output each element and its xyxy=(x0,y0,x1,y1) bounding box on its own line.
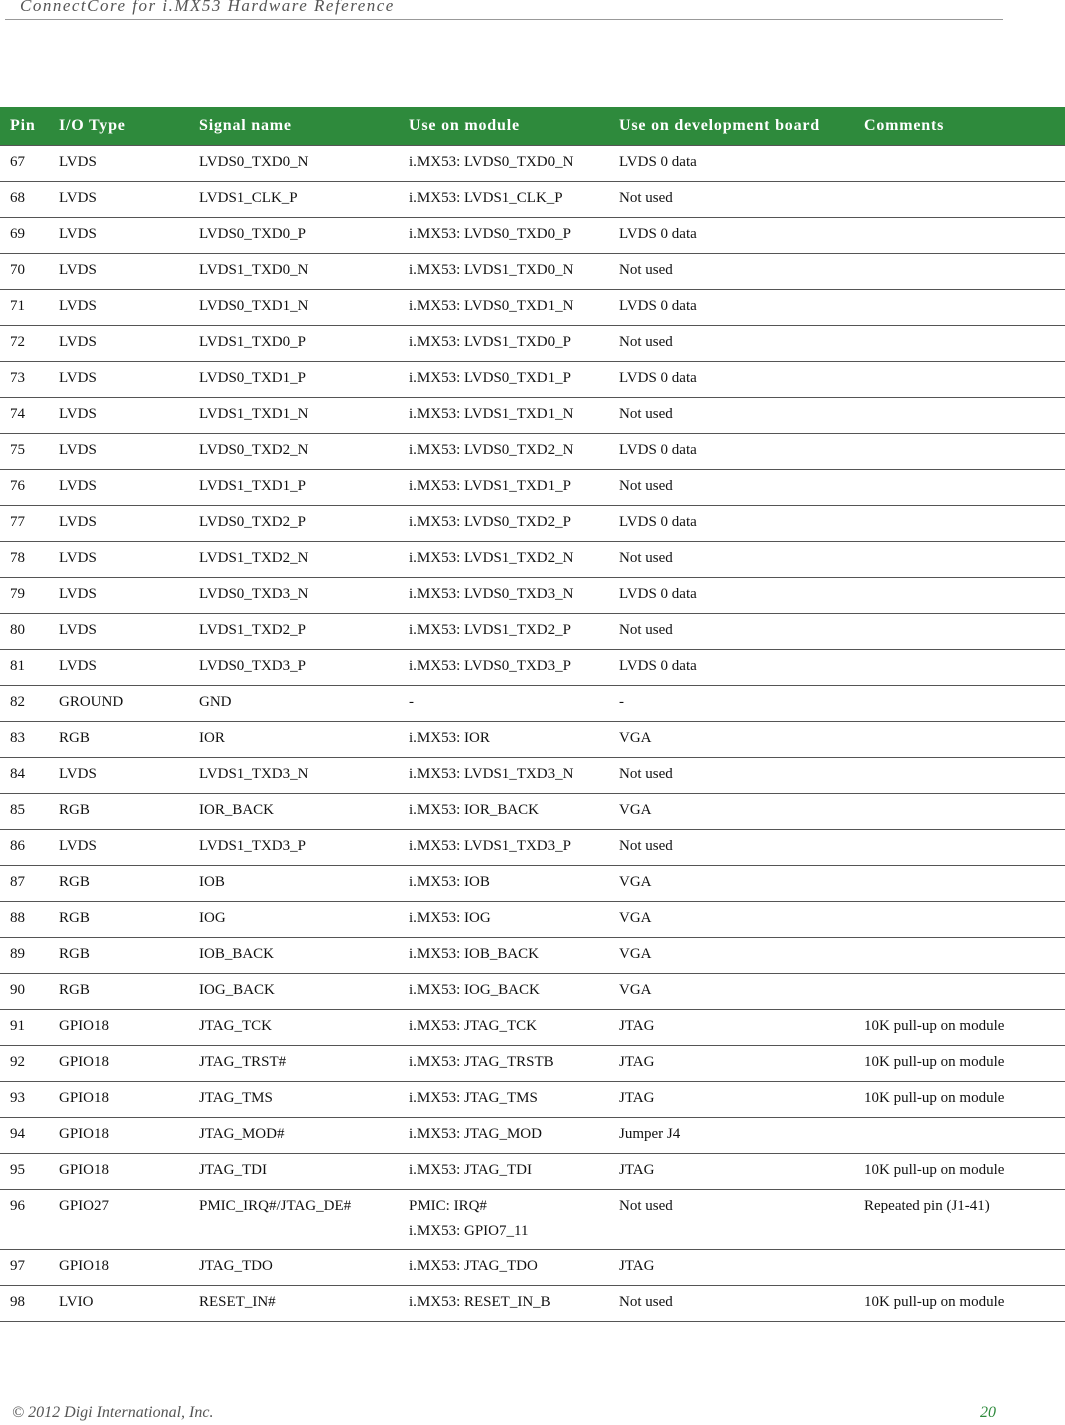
cell-pin: 69 xyxy=(0,218,49,254)
cell-use-on-dev-board: Jumper J4 xyxy=(609,1118,854,1154)
cell-use-on-dev-board: JTAG xyxy=(609,1082,854,1118)
table-row xyxy=(0,722,1065,758)
cell-use-on-module: i.MX53: IOR xyxy=(399,722,609,758)
cell-signal-name: LVDS0_TXD3_N xyxy=(189,578,399,614)
cell-pin: 78 xyxy=(0,542,49,578)
table-row xyxy=(0,938,1065,974)
table-row xyxy=(0,686,1065,722)
table-row xyxy=(0,182,1065,218)
cell-io-type: LVDS xyxy=(49,290,189,326)
cell-signal-name: PMIC_IRQ#/JTAG_DE# xyxy=(189,1190,399,1250)
column-header-use-on-dev-board: Use on development board xyxy=(609,107,854,146)
table-row xyxy=(0,1250,1065,1286)
cell-use-on-module: i.MX53: IOG xyxy=(399,902,609,938)
cell-io-type: LVIO xyxy=(49,1286,189,1322)
cell-pin: 85 xyxy=(0,794,49,830)
cell-use-on-dev-board: JTAG xyxy=(609,1010,854,1046)
cell-comments xyxy=(854,362,1065,398)
cell-pin: 76 xyxy=(0,470,49,506)
cell-use-on-dev-board: Not used xyxy=(609,254,854,290)
cell-use-on-dev-board: Not used xyxy=(609,830,854,866)
cell-comments xyxy=(854,1118,1065,1154)
cell-pin: 84 xyxy=(0,758,49,794)
cell-pin: 81 xyxy=(0,650,49,686)
cell-use-on-dev-board: Not used xyxy=(609,1190,854,1250)
cell-comments xyxy=(854,182,1065,218)
cell-pin: 96 xyxy=(0,1190,49,1250)
cell-pin: 93 xyxy=(0,1082,49,1118)
cell-use-on-module: i.MX53: IOB xyxy=(399,866,609,902)
cell-io-type: LVDS xyxy=(49,182,189,218)
cell-use-on-module: i.MX53: LVDS0_TXD0_N xyxy=(399,146,609,182)
table-row xyxy=(0,1082,1065,1118)
cell-pin: 71 xyxy=(0,290,49,326)
cell-comments xyxy=(854,686,1065,722)
cell-comments xyxy=(854,542,1065,578)
cell-io-type: LVDS xyxy=(49,758,189,794)
cell-use-on-module: i.MX53: LVDS1_TXD1_P xyxy=(399,470,609,506)
cell-signal-name: LVDS1_CLK_P xyxy=(189,182,399,218)
cell-signal-name: LVDS0_TXD2_P xyxy=(189,506,399,542)
table-row xyxy=(0,830,1065,866)
cell-comments: 10K pull-up on module xyxy=(854,1046,1065,1082)
cell-use-on-module: i.MX53: JTAG_TMS xyxy=(399,1082,609,1118)
cell-io-type: LVDS xyxy=(49,326,189,362)
cell-use-on-dev-board: LVDS 0 data xyxy=(609,362,854,398)
cell-pin: 95 xyxy=(0,1154,49,1190)
cell-use-on-module: i.MX53: LVDS0_TXD1_P xyxy=(399,362,609,398)
cell-use-on-dev-board: LVDS 0 data xyxy=(609,650,854,686)
cell-io-type: LVDS xyxy=(49,218,189,254)
cell-signal-name: IOB_BACK xyxy=(189,938,399,974)
cell-use-on-module: i.MX53: JTAG_TDI xyxy=(399,1154,609,1190)
cell-use-on-dev-board: JTAG xyxy=(609,1154,854,1190)
table-row xyxy=(0,434,1065,470)
cell-use-on-dev-board: - xyxy=(609,686,854,722)
cell-comments: 10K pull-up on module xyxy=(854,1082,1065,1118)
cell-use-on-dev-board: VGA xyxy=(609,902,854,938)
cell-io-type: LVDS xyxy=(49,470,189,506)
cell-use-on-module: i.MX53: LVDS0_TXD0_P xyxy=(399,218,609,254)
table-row xyxy=(0,218,1065,254)
cell-pin: 82 xyxy=(0,686,49,722)
table-row xyxy=(0,542,1065,578)
cell-comments xyxy=(854,614,1065,650)
cell-signal-name: JTAG_TRST# xyxy=(189,1046,399,1082)
cell-io-type: GPIO18 xyxy=(49,1250,189,1286)
cell-io-type: RGB xyxy=(49,902,189,938)
cell-signal-name: LVDS1_TXD2_N xyxy=(189,542,399,578)
cell-comments xyxy=(854,218,1065,254)
cell-signal-name: LVDS0_TXD0_N xyxy=(189,146,399,182)
running-header: ConnectCore for i.MX53 Hardware Reference xyxy=(20,0,395,15)
cell-use-on-dev-board: Not used xyxy=(609,398,854,434)
cell-comments xyxy=(854,254,1065,290)
cell-signal-name: JTAG_TMS xyxy=(189,1082,399,1118)
table-row xyxy=(0,1118,1065,1154)
cell-comments xyxy=(854,326,1065,362)
table-row xyxy=(0,290,1065,326)
table-row xyxy=(0,1046,1065,1082)
cell-io-type: LVDS xyxy=(49,614,189,650)
table-row xyxy=(0,650,1065,686)
cell-comments xyxy=(854,398,1065,434)
pinout-table xyxy=(0,107,1065,1322)
column-header-signal-name: Signal name xyxy=(189,107,399,146)
cell-pin: 77 xyxy=(0,506,49,542)
cell-use-on-dev-board: Not used xyxy=(609,326,854,362)
cell-comments xyxy=(854,434,1065,470)
cell-pin: 80 xyxy=(0,614,49,650)
cell-use-on-dev-board: LVDS 0 data xyxy=(609,218,854,254)
cell-comments xyxy=(854,650,1065,686)
cell-use-on-module: i.MX53: LVDS0_TXD2_N xyxy=(399,434,609,470)
cell-use-on-module: i.MX53: LVDS0_TXD3_N xyxy=(399,578,609,614)
cell-pin: 83 xyxy=(0,722,49,758)
table-row xyxy=(0,902,1065,938)
table-row xyxy=(0,578,1065,614)
cell-pin: 89 xyxy=(0,938,49,974)
cell-io-type: GPIO27 xyxy=(49,1190,189,1250)
cell-io-type: RGB xyxy=(49,722,189,758)
table-row xyxy=(0,1010,1065,1046)
cell-io-type: LVDS xyxy=(49,434,189,470)
cell-pin: 87 xyxy=(0,866,49,902)
cell-use-on-dev-board: Not used xyxy=(609,542,854,578)
cell-use-on-dev-board: VGA xyxy=(609,722,854,758)
cell-comments xyxy=(854,146,1065,182)
cell-comments xyxy=(854,974,1065,1010)
cell-io-type: GPIO18 xyxy=(49,1010,189,1046)
cell-pin: 74 xyxy=(0,398,49,434)
table-header-row xyxy=(0,107,1065,146)
table-row xyxy=(0,866,1065,902)
cell-use-on-module: i.MX53: JTAG_TCK xyxy=(399,1010,609,1046)
cell-comments xyxy=(854,758,1065,794)
cell-io-type: LVDS xyxy=(49,254,189,290)
cell-signal-name: LVDS0_TXD0_P xyxy=(189,218,399,254)
cell-io-type: RGB xyxy=(49,938,189,974)
cell-comments xyxy=(854,902,1065,938)
cell-comments xyxy=(854,830,1065,866)
cell-io-type: RGB xyxy=(49,974,189,1010)
cell-pin: 75 xyxy=(0,434,49,470)
table-row xyxy=(0,1154,1065,1190)
cell-use-on-module: i.MX53: LVDS1_TXD3_P xyxy=(399,830,609,866)
cell-use-on-dev-board: LVDS 0 data xyxy=(609,506,854,542)
cell-comments xyxy=(854,794,1065,830)
cell-io-type: RGB xyxy=(49,866,189,902)
cell-pin: 67 xyxy=(0,146,49,182)
table-row xyxy=(0,1190,1065,1250)
cell-use-on-dev-board: Not used xyxy=(609,182,854,218)
table-row xyxy=(0,1286,1065,1322)
cell-signal-name: LVDS1_TXD1_N xyxy=(189,398,399,434)
footer-page-number: 20 xyxy=(980,1404,996,1421)
cell-signal-name: LVDS0_TXD1_P xyxy=(189,362,399,398)
cell-pin: 73 xyxy=(0,362,49,398)
cell-use-on-module: i.MX53: RESET_IN_B xyxy=(399,1286,609,1322)
cell-use-on-dev-board: Not used xyxy=(609,614,854,650)
cell-signal-name: LVDS1_TXD0_P xyxy=(189,326,399,362)
cell-signal-name: LVDS1_TXD3_N xyxy=(189,758,399,794)
cell-signal-name: IOR xyxy=(189,722,399,758)
cell-pin: 88 xyxy=(0,902,49,938)
cell-io-type: LVDS xyxy=(49,506,189,542)
cell-use-on-dev-board: Not used xyxy=(609,470,854,506)
cell-use-on-module: i.MX53: LVDS0_TXD1_N xyxy=(399,290,609,326)
column-header-pin: Pin xyxy=(0,107,49,146)
cell-use-on-dev-board: LVDS 0 data xyxy=(609,434,854,470)
cell-pin: 70 xyxy=(0,254,49,290)
cell-use-on-module: PMIC: IRQ# i.MX53: GPIO7_11 xyxy=(399,1190,609,1250)
cell-comments xyxy=(854,578,1065,614)
cell-use-on-dev-board: Not used xyxy=(609,758,854,794)
cell-use-on-dev-board: VGA xyxy=(609,794,854,830)
cell-use-on-dev-board: VGA xyxy=(609,938,854,974)
cell-use-on-module: i.MX53: IOR_BACK xyxy=(399,794,609,830)
cell-use-on-module: i.MX53: IOG_BACK xyxy=(399,974,609,1010)
cell-comments xyxy=(854,290,1065,326)
cell-comments xyxy=(854,506,1065,542)
column-header-use-on-module: Use on module xyxy=(399,107,609,146)
cell-signal-name: LVDS1_TXD0_N xyxy=(189,254,399,290)
cell-io-type: LVDS xyxy=(49,830,189,866)
cell-io-type: LVDS xyxy=(49,578,189,614)
cell-use-on-module: i.MX53: JTAG_TDO xyxy=(399,1250,609,1286)
cell-signal-name: JTAG_TDI xyxy=(189,1154,399,1190)
cell-signal-name: IOG xyxy=(189,902,399,938)
cell-use-on-module: i.MX53: JTAG_TRSTB xyxy=(399,1046,609,1082)
cell-use-on-module: i.MX53: LVDS1_TXD0_N xyxy=(399,254,609,290)
cell-use-on-module: i.MX53: LVDS1_TXD1_N xyxy=(399,398,609,434)
cell-use-on-module: i.MX53: LVDS0_TXD3_P xyxy=(399,650,609,686)
table-row xyxy=(0,794,1065,830)
cell-signal-name: LVDS0_TXD3_P xyxy=(189,650,399,686)
cell-use-on-module: i.MX53: LVDS1_TXD0_P xyxy=(399,326,609,362)
cell-io-type: RGB xyxy=(49,794,189,830)
cell-io-type: LVDS xyxy=(49,146,189,182)
cell-pin: 68 xyxy=(0,182,49,218)
cell-io-type: GPIO18 xyxy=(49,1046,189,1082)
cell-comments: 10K pull-up on module xyxy=(854,1010,1065,1046)
cell-signal-name: RESET_IN# xyxy=(189,1286,399,1322)
cell-comments: 10K pull-up on module xyxy=(854,1154,1065,1190)
cell-signal-name: LVDS1_TXD2_P xyxy=(189,614,399,650)
header-rule xyxy=(5,19,1003,20)
cell-comments: 10K pull-up on module xyxy=(854,1286,1065,1322)
cell-signal-name: LVDS1_TXD3_P xyxy=(189,830,399,866)
cell-use-on-module: i.MX53: LVDS1_TXD3_N xyxy=(399,758,609,794)
cell-use-on-dev-board: JTAG xyxy=(609,1250,854,1286)
cell-use-on-module: i.MX53: LVDS1_CLK_P xyxy=(399,182,609,218)
cell-signal-name: IOG_BACK xyxy=(189,974,399,1010)
cell-io-type: GPIO18 xyxy=(49,1118,189,1154)
table-row xyxy=(0,506,1065,542)
cell-pin: 97 xyxy=(0,1250,49,1286)
cell-signal-name: IOR_BACK xyxy=(189,794,399,830)
table-row xyxy=(0,974,1065,1010)
cell-comments: Repeated pin (J1-41) xyxy=(854,1190,1065,1250)
table-row xyxy=(0,362,1065,398)
cell-pin: 90 xyxy=(0,974,49,1010)
cell-signal-name: LVDS1_TXD1_P xyxy=(189,470,399,506)
cell-io-type: LVDS xyxy=(49,398,189,434)
cell-comments xyxy=(854,866,1065,902)
cell-use-on-dev-board: LVDS 0 data xyxy=(609,146,854,182)
column-header-io-type: I/O Type xyxy=(49,107,189,146)
cell-signal-name: LVDS0_TXD1_N xyxy=(189,290,399,326)
cell-signal-name: LVDS0_TXD2_N xyxy=(189,434,399,470)
table-row xyxy=(0,254,1065,290)
cell-signal-name: JTAG_TCK xyxy=(189,1010,399,1046)
cell-signal-name: IOB xyxy=(189,866,399,902)
cell-pin: 79 xyxy=(0,578,49,614)
cell-use-on-module: i.MX53: LVDS1_TXD2_N xyxy=(399,542,609,578)
cell-comments xyxy=(854,1250,1065,1286)
cell-pin: 86 xyxy=(0,830,49,866)
table-row xyxy=(0,326,1065,362)
cell-pin: 91 xyxy=(0,1010,49,1046)
cell-pin: 92 xyxy=(0,1046,49,1082)
cell-io-type: GPIO18 xyxy=(49,1154,189,1190)
footer-copyright: © 2012 Digi International, Inc. xyxy=(12,1404,214,1421)
cell-use-on-dev-board: Not used xyxy=(609,1286,854,1322)
table-row xyxy=(0,146,1065,182)
table-row xyxy=(0,614,1065,650)
cell-io-type: GPIO18 xyxy=(49,1082,189,1118)
cell-signal-name: GND xyxy=(189,686,399,722)
cell-use-on-module: i.MX53: LVDS1_TXD2_P xyxy=(399,614,609,650)
cell-use-on-module: - xyxy=(399,686,609,722)
cell-use-on-dev-board: JTAG xyxy=(609,1046,854,1082)
cell-comments xyxy=(854,470,1065,506)
cell-use-on-dev-board: VGA xyxy=(609,974,854,1010)
column-header-comments: Comments xyxy=(854,107,1065,146)
cell-io-type: LVDS xyxy=(49,362,189,398)
cell-pin: 72 xyxy=(0,326,49,362)
cell-use-on-dev-board: LVDS 0 data xyxy=(609,290,854,326)
cell-use-on-dev-board: LVDS 0 data xyxy=(609,578,854,614)
cell-io-type: GROUND xyxy=(49,686,189,722)
cell-signal-name: JTAG_TDO xyxy=(189,1250,399,1286)
cell-io-type: LVDS xyxy=(49,542,189,578)
cell-use-on-module: i.MX53: JTAG_MOD xyxy=(399,1118,609,1154)
cell-comments xyxy=(854,722,1065,758)
cell-use-on-module: i.MX53: LVDS0_TXD2_P xyxy=(399,506,609,542)
cell-pin: 98 xyxy=(0,1286,49,1322)
cell-use-on-dev-board: VGA xyxy=(609,866,854,902)
table-row xyxy=(0,758,1065,794)
table-row xyxy=(0,398,1065,434)
cell-io-type: LVDS xyxy=(49,650,189,686)
cell-signal-name: JTAG_MOD# xyxy=(189,1118,399,1154)
table-row xyxy=(0,470,1065,506)
cell-use-on-module: i.MX53: IOB_BACK xyxy=(399,938,609,974)
cell-pin: 94 xyxy=(0,1118,49,1154)
cell-comments xyxy=(854,938,1065,974)
